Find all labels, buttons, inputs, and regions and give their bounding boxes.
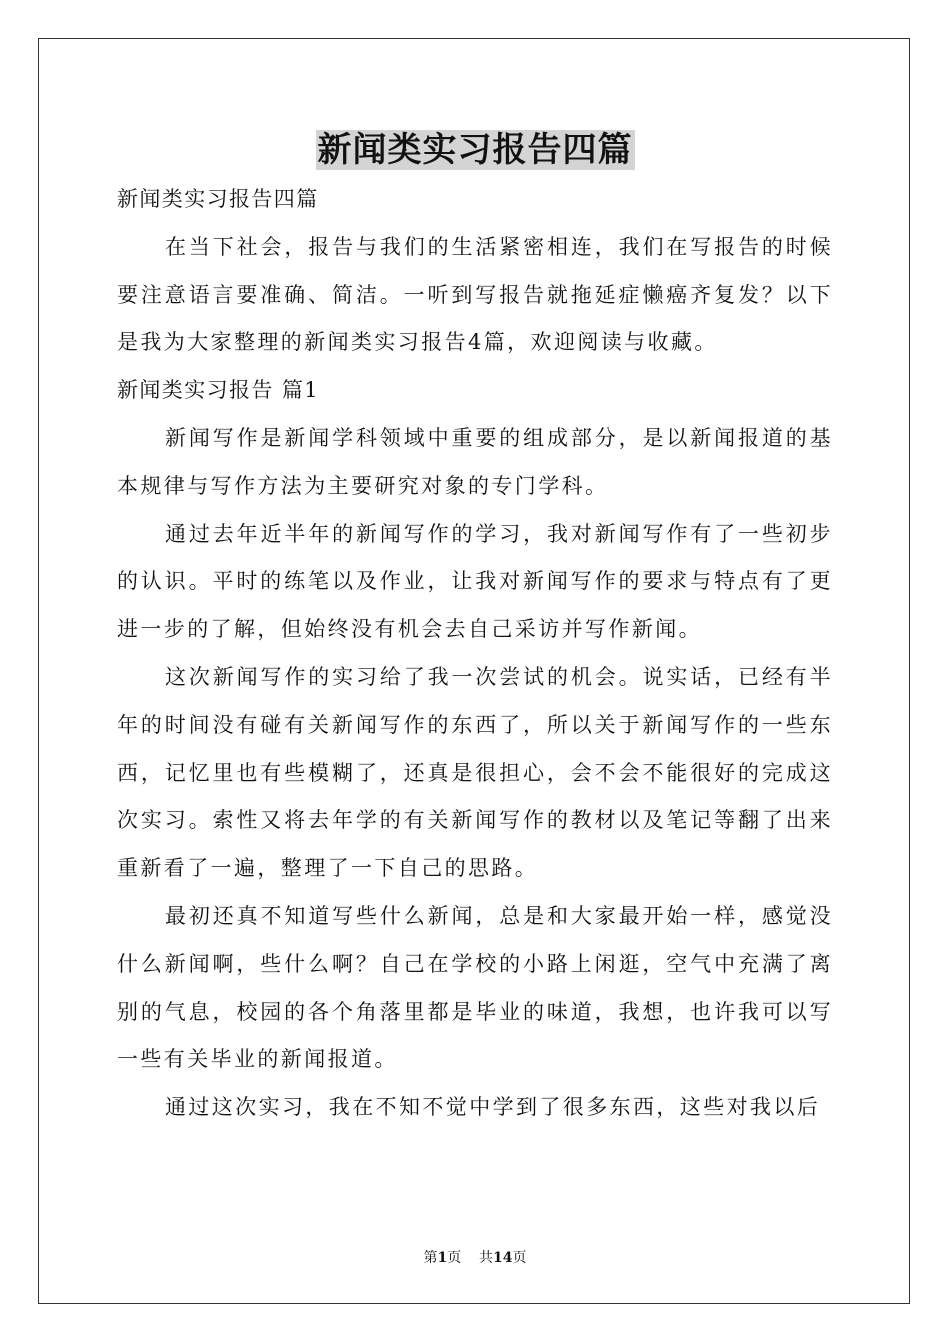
- page-number: 1: [437, 1250, 448, 1266]
- body-paragraph: 通过去年近半年的新闻写作的学习，我对新闻写作有了一些初步的认识。平时的练笔以及作业，让我对新闻写作的要求与特点有了更进一步的了解，但始终没有机会去自己采访并写作新闻。: [117, 521, 833, 642]
- body-paragraph: 通过这次实习，我在不知不觉中学到了很多东西，这些对我以后: [165, 1095, 821, 1120]
- total-pages: 14: [493, 1250, 513, 1266]
- document-body: [117, 176, 833, 1132]
- page-footer: [0, 1248, 950, 1268]
- total-prefix: 共: [479, 1250, 494, 1266]
- body-paragraph: 这次新闻写作的实习给了我一次尝试的机会。说实话，已经有半年的时间没有碰有关新闻写作的东西了，所以关于新闻写作的一些东西，记忆里也有些模糊了，还真是很担心，会不会不能很好的完成这次实习。索性又将去年学的有关新闻写作的教材以及笔记等翻了出来重新看了一遍，整理了一下自己的思路。: [117, 664, 833, 881]
- page-prefix: 第: [423, 1250, 438, 1266]
- body-paragraph: 新闻写作是新闻学科领域中重要的组成部分，是以新闻报道的基本规律与写作方法为主要研究对象的专门学科。: [117, 425, 833, 498]
- document-title-text: 新闻类实习报告四篇: [317, 130, 633, 170]
- page-suffix: 页: [447, 1250, 462, 1266]
- total-suffix: 页: [512, 1250, 527, 1266]
- subtitle-line: 新闻类实习报告四篇: [117, 187, 319, 211]
- section-heading: 新闻类实习报告 篇1: [117, 378, 320, 403]
- body-paragraph: 最初还真不知道写些什么新闻，总是和大家最开始一样，感觉没什么新闻啊，些什么啊？自己在学校的小路上闲逛，空气中充满了离别的气息，校园的各个角落里都是毕业的味道，我想，也许我可以写一些有关毕业的新闻报道。: [117, 903, 833, 1072]
- intro-paragraph: 在当下社会，报告与我们的生活紧密相连，我们在写报告的时候要注意语言要准确、简洁。一听到写报告就拖延症懒癌齐复发？以下是我为大家整理的新闻类实习报告4篇，欢迎阅读与收藏。: [117, 234, 833, 355]
- document-title: [0, 128, 950, 172]
